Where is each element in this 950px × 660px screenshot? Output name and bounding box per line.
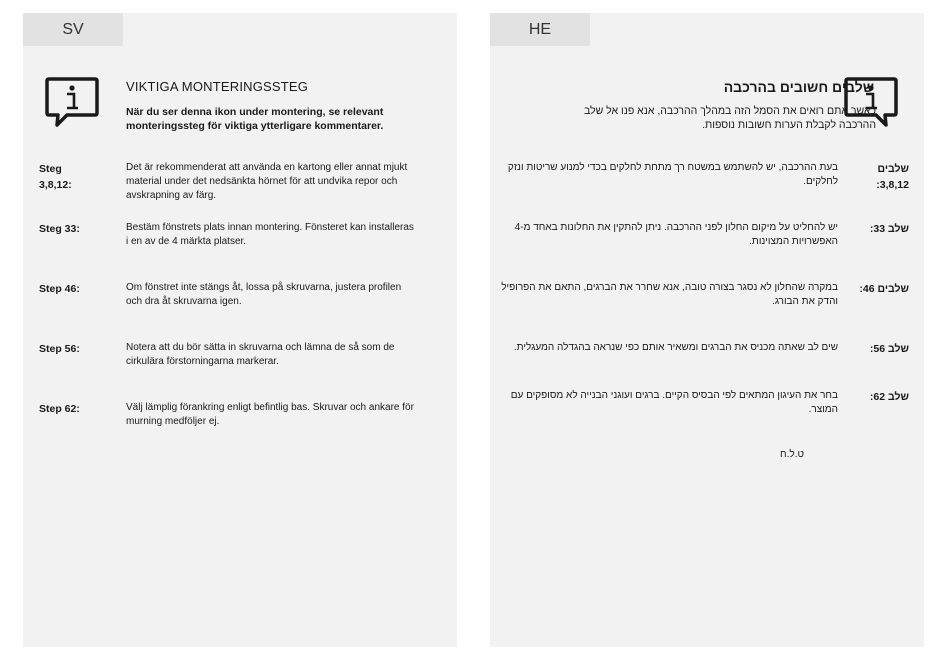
intro-text: כאשר אתם רואים את הסמל הזה במהלך ההרכבה, אנא פנו אל שלב ההרכבה לקבלת הערות חשובות נוספות. [583, 105, 876, 131]
language-tab-he: HE [490, 13, 590, 46]
page-heading: VIKTIGA MONTERINGSSTEG [126, 79, 309, 94]
step-label: שלב 33: [869, 223, 909, 235]
step-text: Bestäm fönstrets plats innan montering. Fönsteret kan installeras i en av de 4 märkta platser. [126, 222, 414, 247]
step-label: Steg 3,8,12: [39, 163, 72, 191]
page-heading: שלבים חשובים בהרכבה [723, 79, 874, 95]
step-label: שלבים 46: [859, 283, 909, 295]
step-text: Notera att du bör sätta in skruvarna och lämna de så som de cirkulära förstorningarna markerar. [126, 342, 395, 367]
step-label: שלב 62: [869, 391, 909, 403]
step-label: Step 46: [39, 283, 80, 295]
step-text: Om fönstret inte stängs åt, lossa på skruvarna, justera profilen och dra åt skruvarna igen. [126, 282, 402, 307]
step-text: יש להחליט על מיקום החלון לפני ההרכבה. ניתן להתקין את החלונות באחד מ-4 האפשרויות המצוינות. [514, 222, 838, 247]
step-label: Step 62: [39, 403, 80, 415]
step-text: שים לב שאתה מכניס את הברגים ומשאיר אותם כפי שנראה בהגדלה המעגלית. [513, 342, 838, 353]
step-label: שלב 56: [869, 343, 909, 355]
info-speech-bubble-icon [43, 73, 101, 131]
language-tab-sv: SV [23, 13, 123, 46]
step-text: Välj lämplig förankring enligt befintlig bas. Skruvar och ankare för murning medföljer ej. [126, 402, 414, 427]
page-hebrew [490, 13, 924, 647]
step-text: בעת ההרכבה, יש להשתמש במשטח רך מתחת לחלקים בכדי למנוע שריטות ונזק לחלקים. [507, 162, 838, 187]
signature-abbreviation: ט.ל.ח [780, 449, 804, 460]
step-text: במקרה שהחלון לא נסגר בצורה טובה, אנא שחרר את הברגים, התאם את הפרופיל והדק את הבורג. [501, 282, 838, 307]
page-swedish [23, 13, 457, 647]
step-text: בחר את העיגון המתאים לפי הבסיס הקיים. ברגים ועוגני הבנייה לא מסופקים עם המוצר. [510, 390, 838, 415]
step-label: Steg 33: [39, 223, 80, 235]
intro-text: När du ser denna ikon under montering, se relevant monteringssteg för viktiga ytterligare kommentarer. [126, 106, 384, 132]
step-text: Det är rekommenderat att använda en kartong eller annat mjukt material under det nedsänkta hörnet för att undvika repor och avskrapning av färg. [126, 162, 408, 201]
step-label: Step 56: [39, 343, 80, 355]
step-label: שלבים 3,8,12: [876, 163, 909, 191]
